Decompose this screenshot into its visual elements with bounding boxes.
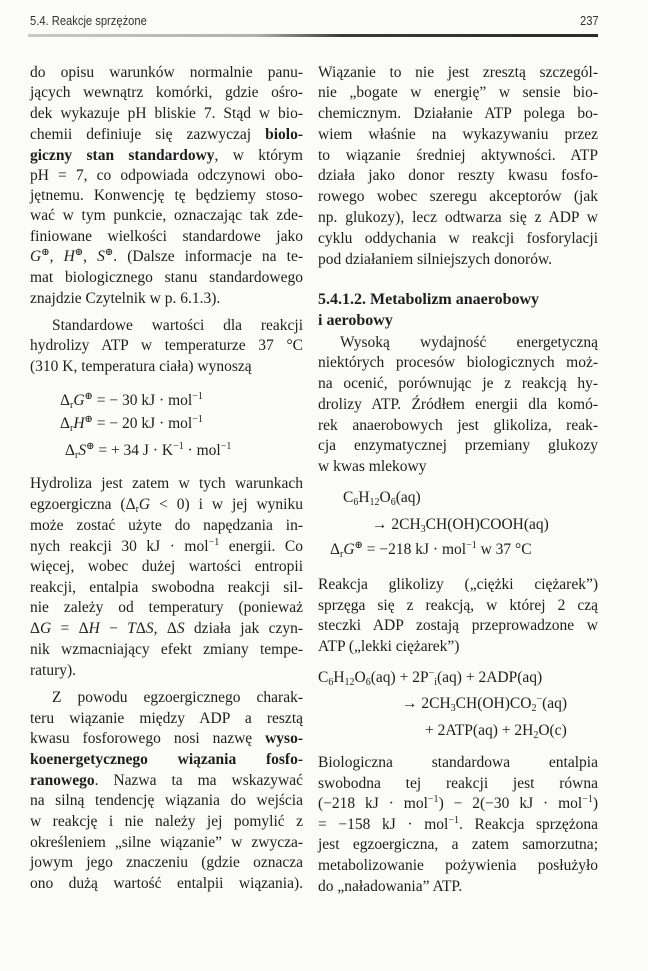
text-line <box>318 207 598 228</box>
text-run: T <box>127 620 136 637</box>
bold-term: wyso- <box>265 730 303 747</box>
bold-term: ranowego <box>30 772 95 789</box>
text-run: G <box>39 620 52 637</box>
text-line <box>30 185 303 206</box>
text-run: O <box>354 669 366 686</box>
text-line <box>318 793 598 814</box>
text-line <box>318 773 598 794</box>
equation-line <box>372 514 549 535</box>
text-run: C <box>343 489 354 506</box>
text-line <box>30 597 303 618</box>
text-run: = − 30 kJ · mol <box>92 392 193 409</box>
header-rule <box>28 34 598 37</box>
text-line <box>30 103 303 124</box>
text-run: ratury). <box>30 662 77 679</box>
text-line <box>30 790 303 811</box>
text-run: G <box>73 392 85 409</box>
subscript: r <box>69 400 74 411</box>
text-line <box>318 855 598 876</box>
subscript: 12 <box>369 497 380 508</box>
text-line <box>30 873 303 894</box>
text-line <box>318 82 598 103</box>
text-run: znajdzie Czytelnik w p. 6.1.3). <box>30 290 221 307</box>
text-run: pH = 7, co odpowiada odczynowi obo- <box>30 167 303 184</box>
text-line <box>318 876 462 897</box>
superscript: − <box>536 694 543 705</box>
text-run: drolizy ATP. Źródłem energii dla komó- <box>318 396 598 413</box>
text-run: rowego wobec szeregu akceptorów (jak <box>318 188 598 205</box>
text-line <box>30 82 303 103</box>
equation-line <box>330 539 532 560</box>
text-run: H <box>73 415 85 432</box>
text-run: S <box>145 620 154 637</box>
bold-term: koenergetycznego wiązania fosfo- <box>30 751 303 768</box>
text-line <box>52 687 303 708</box>
text-run: ) − 2(−30 kJ · mol <box>438 795 583 812</box>
text-run: jowym jego znaczeniu (gdzie oznacza <box>30 854 303 871</box>
text-line <box>30 145 303 166</box>
text-line <box>318 814 598 835</box>
text-run: S <box>97 248 105 265</box>
text-run: więcej, wobec dużej wartości entropii <box>30 558 303 575</box>
text-run: = + 34 J · K <box>94 442 174 459</box>
text-run: niektórych procesów biologicznych moż- <box>318 354 598 371</box>
text-line <box>318 165 598 186</box>
text-run: Δ <box>330 541 340 558</box>
page-number: 237 <box>580 13 599 28</box>
equation-line <box>402 693 567 714</box>
text-run: H <box>333 669 345 686</box>
section-heading <box>318 310 393 331</box>
text-run: , Δ <box>153 620 177 637</box>
text-run: → 2CH <box>372 516 421 533</box>
text-line <box>318 574 598 595</box>
text-run: O(c) <box>538 722 567 739</box>
text-run: nych reakcji 30 kJ · mol <box>30 538 209 555</box>
text-run: , <box>49 248 64 265</box>
text-run: Wysoką wydajność energetyczną <box>340 334 598 351</box>
text-run: działa jak czyn- <box>184 620 304 637</box>
running-header-section: 5.4. Reakcje sprzężone <box>30 13 147 28</box>
text-run: (310 K, temperatura ciała) wynoszą <box>30 358 252 375</box>
text-line <box>30 639 303 660</box>
text-run: ATP („lekki ciężarek”) <box>318 638 460 655</box>
text-line <box>318 373 598 394</box>
bold-term: biolo- <box>265 126 303 143</box>
text-run: = Δ <box>51 620 89 637</box>
text-line <box>318 595 598 616</box>
text-line <box>30 811 303 832</box>
text-line <box>318 636 459 657</box>
text-run: Δ <box>60 392 70 409</box>
text-line <box>30 473 303 494</box>
text-run: mat biologicznego stanu standardowego <box>30 269 303 286</box>
text-line <box>30 335 303 356</box>
text-run: O <box>379 489 391 506</box>
text-run: Δ <box>135 620 146 637</box>
text-run: H <box>63 248 75 265</box>
text-run: G <box>343 541 355 558</box>
text-run: Wiązanie to nie jest zresztą szczegól- <box>318 64 598 81</box>
text-run: reakcji, entalpia swobodna reakcji sil- <box>30 579 303 596</box>
text-line <box>30 494 303 515</box>
text-line <box>30 832 303 853</box>
equation-line <box>343 487 421 508</box>
superscript: −1 <box>192 391 203 402</box>
text-run: rek anaerobowych jest glikoliza, reak- <box>318 417 598 434</box>
text-run: = −158 kJ · mol <box>318 816 449 833</box>
subscript: r <box>135 504 139 515</box>
text-line <box>30 288 220 309</box>
text-line <box>30 536 303 557</box>
subscript: 3 <box>450 703 456 714</box>
text-run: nie „bogate w energię” w sensie bio- <box>318 84 598 101</box>
text-run: może zostać użyte do napędzania in- <box>30 517 303 534</box>
bold-term: i aerobowy <box>318 312 393 329</box>
text-line <box>52 315 303 336</box>
text-line <box>30 556 303 577</box>
superscript: − <box>428 668 435 679</box>
superscript: −1 <box>448 815 459 826</box>
text-run: · mol <box>183 442 221 459</box>
text-line <box>318 615 598 636</box>
text-run: , w którym <box>214 147 303 164</box>
superscript: ⊕ <box>41 247 50 258</box>
text-run: dek wykazuje pH bliskie 7. Stąd w bio- <box>30 105 303 122</box>
subscript: i <box>434 677 437 688</box>
subscript: r <box>339 549 344 560</box>
text-run: na ocenić, porównując je z reakcją hy- <box>318 375 598 392</box>
text-line <box>30 728 303 749</box>
text-run: nie zależy od temperatury (ponieważ <box>30 599 303 616</box>
text-run: < 0) i w jej wyniku <box>150 496 303 513</box>
bold-term: 5.4.1.2. Metabolizm anaerobowy <box>318 291 540 308</box>
equation-line <box>425 720 567 741</box>
text-run: Z powodu egzoergicznego charak- <box>52 689 303 706</box>
text-line <box>318 394 598 415</box>
text-run: → 2CH <box>402 695 451 712</box>
equation-line <box>318 667 542 688</box>
subscript: 3 <box>420 524 426 535</box>
text-run: S <box>176 620 185 637</box>
text-run: steczki ADP zostają przeprowadzone w <box>318 617 598 634</box>
text-run: Standardowe wartości dla reakcji <box>52 317 303 334</box>
text-line <box>318 145 598 166</box>
section-heading <box>318 289 539 310</box>
text-run: + 2ATP(aq) + 2H <box>425 722 534 739</box>
text-run: chemicznym. Działanie ATP polega bo- <box>318 105 598 122</box>
text-line <box>30 660 76 681</box>
text-run: CH(OH)COOH(aq) <box>425 516 549 533</box>
text-line <box>318 435 598 456</box>
subscript: r <box>69 423 74 434</box>
superscript: ⊕ <box>84 391 93 402</box>
text-line <box>318 834 598 855</box>
text-line <box>318 186 598 207</box>
text-run: . Nazwa ta ma wskazywać <box>94 772 303 789</box>
text-run: Biologiczna standardowa entalpia <box>318 754 598 771</box>
text-line <box>30 267 303 288</box>
text-run: H <box>358 489 370 506</box>
text-line <box>30 515 303 536</box>
subscript: r <box>74 450 79 461</box>
text-run: G <box>30 248 42 265</box>
superscript: −1 <box>220 441 232 452</box>
text-run: C <box>318 669 329 686</box>
text-line <box>30 577 303 598</box>
text-run: cyklu oddychania w reakcji fosforylacji <box>318 230 598 247</box>
text-run: S <box>78 442 87 459</box>
text-run: jących wewnątrz komórki, gdzie ośro- <box>30 84 303 101</box>
text-run: w kwas mlekowy <box>318 458 427 475</box>
text-run: . (Dalsze informacje na te- <box>113 248 304 265</box>
superscript: −1 <box>582 794 593 805</box>
text-run: (aq) <box>395 489 421 506</box>
text-line <box>30 749 303 770</box>
text-run: egzoergiczna (Δ <box>30 496 136 513</box>
text-run: nik wzmacniający efekt zmiany tempe- <box>30 641 303 658</box>
text-run: CH(OH)CO <box>455 695 532 712</box>
text-line <box>318 752 598 773</box>
text-line <box>30 62 303 83</box>
text-line <box>30 356 252 377</box>
subscript: 12 <box>344 677 355 688</box>
subscript: 6 <box>353 497 359 508</box>
text-run: Hydroliza jest zatem w tych warunkach <box>30 475 303 492</box>
text-run: (aq) + 2ADP(aq) <box>437 669 543 686</box>
text-line <box>30 205 303 226</box>
text-run: G <box>138 496 151 513</box>
text-run: = − 20 kJ · mol <box>92 415 193 432</box>
text-line <box>30 124 303 145</box>
superscript: ⊕ <box>74 247 84 258</box>
text-run: w 37 °C <box>476 541 532 558</box>
superscript: ⊕ <box>84 414 93 425</box>
text-run: ) <box>592 795 598 812</box>
superscript: ⊕ <box>86 441 95 452</box>
text-line <box>30 852 303 873</box>
text-line <box>30 618 303 639</box>
text-run: chemii definiuje się zazwyczaj <box>30 126 266 143</box>
text-run: hydrolizy ATP w temperaturze 37 °C <box>30 337 303 354</box>
text-run: energii. Co <box>219 538 304 555</box>
text-run: metabolizowanie pożywienia posłużyło <box>318 857 598 874</box>
text-line <box>30 770 303 791</box>
text-line <box>30 165 303 186</box>
text-line <box>318 352 598 373</box>
text-run: wać w tym punkcie, oznaczając tak zde- <box>30 207 303 224</box>
text-run: jętnemu. Konwencję tę będziemy stoso- <box>30 187 303 204</box>
text-run: , <box>83 248 98 265</box>
text-run: do opisu warunków normalnie panu- <box>30 64 303 81</box>
text-line <box>30 246 303 267</box>
text-run: teru wiązanie między ADP a resztą <box>30 710 303 727</box>
text-run: Δ <box>60 415 70 432</box>
text-run: kwasu fosforowego nosi nazwę <box>30 730 266 747</box>
text-run: do „naładowania” ATP. <box>318 878 463 895</box>
text-run: to wiązanie średniej aktywności. ATP <box>318 147 598 164</box>
subscript: 6 <box>365 677 371 688</box>
text-line <box>30 708 303 729</box>
text-run: (aq) + 2P <box>370 669 429 686</box>
text-run: jest egzoergiczna, a zatem samorzutna; <box>318 836 598 853</box>
text-run: wiem właśnie na wykazywaniu przez <box>318 126 598 143</box>
text-line <box>30 226 303 247</box>
text-run: ono dużą wartość entalpii wiązania). <box>30 875 303 892</box>
text-line <box>318 62 598 83</box>
text-run: sprzęga się z reakcją, w której 2 czą <box>318 597 598 614</box>
text-run: (−218 kJ · mol <box>318 795 428 812</box>
superscript: −1 <box>466 540 477 551</box>
text-run: Δ <box>30 620 40 637</box>
text-run: Reakcja glikolizy („ciężki ciężarek”) <box>318 576 598 593</box>
superscript: −1 <box>208 537 220 548</box>
text-run: swobodna tej reakcji jest równa <box>318 775 598 792</box>
equation-line <box>65 440 231 461</box>
superscript: −1 <box>192 414 203 425</box>
subscript: 6 <box>390 497 396 508</box>
text-run: . Reakcja sprzężona <box>458 816 598 833</box>
text-run: = −218 kJ · mol <box>362 541 467 558</box>
bold-term: giczny stan standardowy <box>30 147 215 164</box>
equation-line <box>60 390 203 411</box>
text-run: (aq) <box>542 695 568 712</box>
text-run: finiowane wielkości standardowe jako <box>30 228 303 245</box>
text-run: pod działaniem silniejszych donorów. <box>318 251 553 268</box>
subscript: 2 <box>531 703 537 714</box>
text-line <box>318 249 552 270</box>
text-line <box>340 332 598 353</box>
text-run: Δ <box>65 442 75 459</box>
subscript: 6 <box>328 677 334 688</box>
text-run: działa jako donor reszty kwasu fosfo- <box>318 167 598 184</box>
text-line <box>318 103 598 124</box>
subscript: 2 <box>533 730 539 741</box>
equation-line <box>60 413 203 434</box>
text-run: cja enzymatycznej przemiany glukozy <box>318 437 598 454</box>
text-run: w reakcję i nie należy jej pomylić z <box>30 813 303 830</box>
text-run: np. glukozy), lecz odtwarza się z ADP w <box>318 209 598 226</box>
text-run: − <box>99 620 128 637</box>
superscript: −1 <box>173 441 184 452</box>
text-line <box>318 456 427 477</box>
text-run: H <box>88 620 100 637</box>
text-line <box>318 415 598 436</box>
text-run: określeniem „silne wiązanie” w zwycza- <box>30 834 303 851</box>
superscript: −1 <box>427 794 439 805</box>
text-run: na silną tendencję wiązania do wejścia <box>30 792 303 809</box>
text-line <box>318 124 598 145</box>
text-line <box>318 228 598 249</box>
superscript: ⊕ <box>104 247 114 258</box>
superscript: ⊕ <box>354 540 363 551</box>
